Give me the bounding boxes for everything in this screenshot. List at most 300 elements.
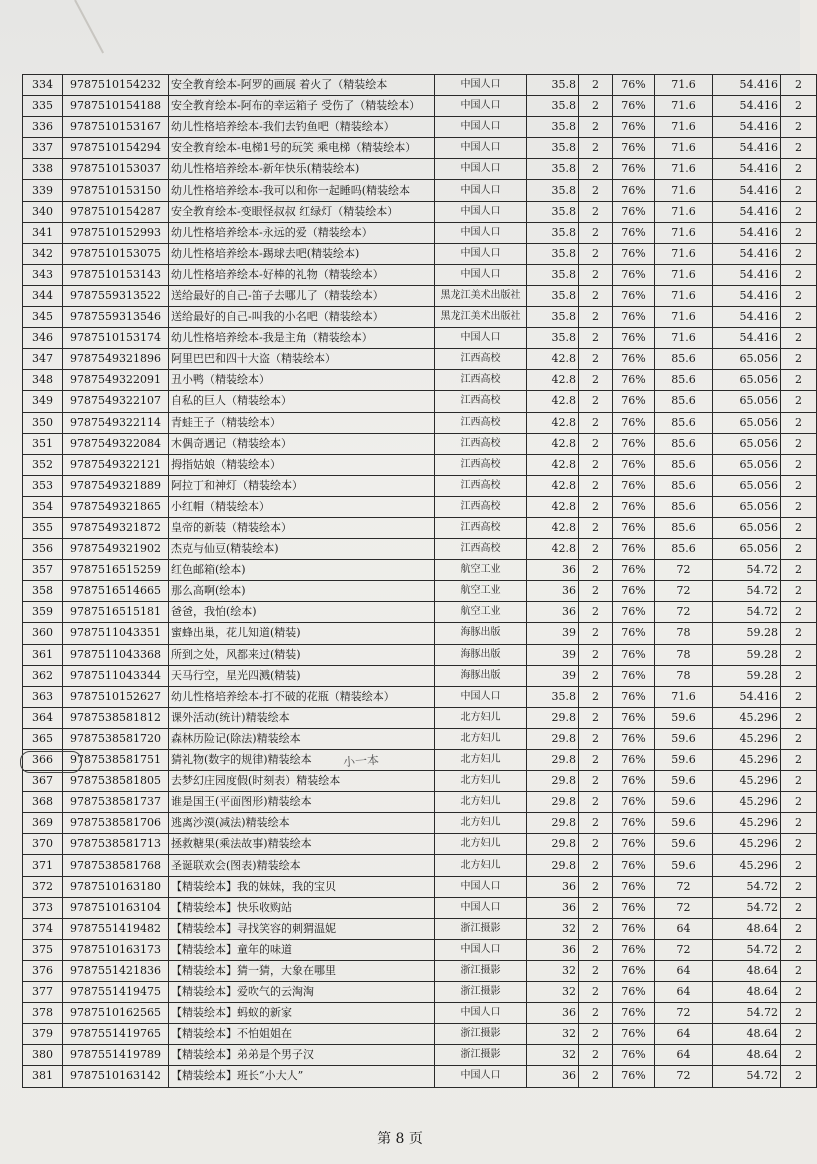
quantity-cell: 2 xyxy=(579,602,613,623)
quantity-cell: 2 xyxy=(579,349,613,370)
quantity-cell: 2 xyxy=(579,496,613,517)
isbn-cell: 9787538581751 xyxy=(63,750,169,771)
publisher-cell: 中国人口 xyxy=(435,876,527,897)
title-cell: 【精装绘本】快乐收购站 xyxy=(169,897,435,918)
publisher-cell: 中国人口 xyxy=(435,96,527,117)
discount-cell: 76% xyxy=(613,876,655,897)
discount-cell: 76% xyxy=(613,307,655,328)
count-cell: 2 xyxy=(781,855,817,876)
publisher-cell: 江西高校 xyxy=(435,517,527,538)
price-cell: 36 xyxy=(527,939,579,960)
net-amount-cell: 65.056 xyxy=(713,454,781,475)
row-number: 347 xyxy=(23,349,63,370)
isbn-cell: 9787549321902 xyxy=(63,539,169,560)
quantity-cell: 2 xyxy=(579,581,613,602)
table-row xyxy=(23,539,817,560)
page-number: 第 8 页 xyxy=(377,1131,423,1147)
table-row xyxy=(23,602,817,623)
price-cell: 35.8 xyxy=(527,307,579,328)
isbn-cell: 9787510152627 xyxy=(63,686,169,707)
quantity-cell: 2 xyxy=(579,686,613,707)
quantity-cell: 2 xyxy=(579,96,613,117)
row-number: 362 xyxy=(23,665,63,686)
net-amount-cell: 45.296 xyxy=(713,855,781,876)
isbn-cell: 9787549322114 xyxy=(63,412,169,433)
quantity-cell: 2 xyxy=(579,771,613,792)
price-cell: 39 xyxy=(527,644,579,665)
row-number: 373 xyxy=(23,897,63,918)
quantity-cell: 2 xyxy=(579,180,613,201)
count-cell: 2 xyxy=(781,897,817,918)
amount-cell: 72 xyxy=(655,1003,713,1024)
publisher-cell: 北方妇儿 xyxy=(435,813,527,834)
title-cell: 课外活动(统计)精装绘本 xyxy=(169,707,435,728)
row-number: 360 xyxy=(23,623,63,644)
amount-cell: 59.6 xyxy=(655,855,713,876)
net-amount-cell: 65.056 xyxy=(713,349,781,370)
amount-cell: 85.6 xyxy=(655,496,713,517)
row-number: 367 xyxy=(23,771,63,792)
net-amount-cell: 45.296 xyxy=(713,707,781,728)
isbn-cell: 9787516514665 xyxy=(63,581,169,602)
title-cell: 圣诞联欢会(图表)精装绘本 xyxy=(169,855,435,876)
price-cell: 29.8 xyxy=(527,750,579,771)
row-number: 369 xyxy=(23,813,63,834)
amount-cell: 71.6 xyxy=(655,264,713,285)
row-number: 374 xyxy=(23,918,63,939)
table-row xyxy=(23,391,817,412)
net-amount-cell: 54.72 xyxy=(713,939,781,960)
count-cell: 2 xyxy=(781,75,817,96)
net-amount-cell: 65.056 xyxy=(713,433,781,454)
quantity-cell: 2 xyxy=(579,750,613,771)
net-amount-cell: 65.056 xyxy=(713,496,781,517)
quantity-cell: 2 xyxy=(579,539,613,560)
table-row xyxy=(23,370,817,391)
price-cell: 35.8 xyxy=(527,75,579,96)
table-body xyxy=(23,75,817,1088)
title-cell: 安全教育绘本-阿布的幸运箱子 受伤了（精装绘本） xyxy=(169,96,435,117)
row-number: 343 xyxy=(23,264,63,285)
count-cell: 2 xyxy=(781,433,817,454)
amount-cell: 59.6 xyxy=(655,771,713,792)
amount-cell: 78 xyxy=(655,665,713,686)
title-cell: 【精装绘本】爱吹气的云淘淘 xyxy=(169,982,435,1003)
net-amount-cell: 65.056 xyxy=(713,475,781,496)
amount-cell: 71.6 xyxy=(655,75,713,96)
discount-cell: 76% xyxy=(613,517,655,538)
price-cell: 42.8 xyxy=(527,539,579,560)
table-row xyxy=(23,117,817,138)
discount-cell: 76% xyxy=(613,813,655,834)
publisher-cell: 中国人口 xyxy=(435,180,527,201)
isbn-cell: 9787538581737 xyxy=(63,792,169,813)
price-cell: 42.8 xyxy=(527,349,579,370)
quantity-cell: 2 xyxy=(579,243,613,264)
table-row xyxy=(23,792,817,813)
publisher-cell: 北方妇儿 xyxy=(435,855,527,876)
discount-cell: 76% xyxy=(613,454,655,475)
amount-cell: 72 xyxy=(655,560,713,581)
title-cell: 安全教育绘本-电梯1号的玩笑 乘电梯（精装绘本） xyxy=(169,138,435,159)
publisher-cell: 黑龙江美术出版社 xyxy=(435,285,527,306)
amount-cell: 71.6 xyxy=(655,686,713,707)
amount-cell: 64 xyxy=(655,1024,713,1045)
count-cell: 2 xyxy=(781,581,817,602)
price-cell: 36 xyxy=(527,1066,579,1087)
net-amount-cell: 48.64 xyxy=(713,1024,781,1045)
row-number: 371 xyxy=(23,855,63,876)
table-row xyxy=(23,159,817,180)
title-cell: 【精装绘本】不怕姐姐在 xyxy=(169,1024,435,1045)
discount-cell: 76% xyxy=(613,581,655,602)
amount-cell: 71.6 xyxy=(655,243,713,264)
publisher-cell: 浙江摄影 xyxy=(435,982,527,1003)
title-cell: 送给最好的自己-笛子去哪儿了（精装绘本） xyxy=(169,285,435,306)
quantity-cell: 2 xyxy=(579,412,613,433)
quantity-cell: 2 xyxy=(579,159,613,180)
isbn-cell: 9787551421836 xyxy=(63,960,169,981)
table-row xyxy=(23,707,817,728)
amount-cell: 85.6 xyxy=(655,370,713,391)
count-cell: 2 xyxy=(781,602,817,623)
quantity-cell: 2 xyxy=(579,560,613,581)
quantity-cell: 2 xyxy=(579,813,613,834)
quantity-cell: 2 xyxy=(579,792,613,813)
net-amount-cell: 54.416 xyxy=(713,138,781,159)
count-cell: 2 xyxy=(781,243,817,264)
count-cell: 2 xyxy=(781,412,817,433)
net-amount-cell: 54.416 xyxy=(713,75,781,96)
isbn-cell: 9787510162565 xyxy=(63,1003,169,1024)
table-row xyxy=(23,243,817,264)
net-amount-cell: 48.64 xyxy=(713,918,781,939)
isbn-cell: 9787510153167 xyxy=(63,117,169,138)
count-cell: 2 xyxy=(781,496,817,517)
isbn-cell: 9787551419789 xyxy=(63,1045,169,1066)
row-number: 348 xyxy=(23,370,63,391)
table-row xyxy=(23,96,817,117)
table-row xyxy=(23,496,817,517)
discount-cell: 76% xyxy=(613,918,655,939)
count-cell: 2 xyxy=(781,201,817,222)
price-cell: 29.8 xyxy=(527,728,579,749)
table-row xyxy=(23,75,817,96)
amount-cell: 71.6 xyxy=(655,328,713,349)
count-cell: 2 xyxy=(781,982,817,1003)
isbn-cell: 9787516515181 xyxy=(63,602,169,623)
amount-cell: 59.6 xyxy=(655,750,713,771)
price-cell: 35.8 xyxy=(527,686,579,707)
row-number: 375 xyxy=(23,939,63,960)
isbn-cell: 9787551419475 xyxy=(63,982,169,1003)
table-row xyxy=(23,264,817,285)
count-cell: 2 xyxy=(781,349,817,370)
discount-cell: 76% xyxy=(613,771,655,792)
title-cell: 丑小鸭（精装绘本） xyxy=(169,370,435,391)
publisher-cell: 江西高校 xyxy=(435,412,527,433)
discount-cell: 76% xyxy=(613,539,655,560)
net-amount-cell: 65.056 xyxy=(713,539,781,560)
discount-cell: 76% xyxy=(613,370,655,391)
quantity-cell: 2 xyxy=(579,370,613,391)
isbn-cell: 9787549321872 xyxy=(63,517,169,538)
table-row xyxy=(23,1024,817,1045)
table-row xyxy=(23,475,817,496)
table-row xyxy=(23,454,817,475)
quantity-cell: 2 xyxy=(579,644,613,665)
publisher-cell: 北方妇儿 xyxy=(435,728,527,749)
price-cell: 35.8 xyxy=(527,328,579,349)
title-cell: 天马行空，星光四溅(精装) xyxy=(169,665,435,686)
table-row xyxy=(23,939,817,960)
quantity-cell: 2 xyxy=(579,1003,613,1024)
net-amount-cell: 54.72 xyxy=(713,560,781,581)
isbn-cell: 9787510153143 xyxy=(63,264,169,285)
isbn-cell: 9787549321896 xyxy=(63,349,169,370)
discount-cell: 76% xyxy=(613,960,655,981)
title-cell: 【精装绘本】童年的味道 xyxy=(169,939,435,960)
title-cell: 安全教育绘本-阿罗的画展 着火了（精装绘本 xyxy=(169,75,435,96)
table-row xyxy=(23,1003,817,1024)
price-cell: 32 xyxy=(527,960,579,981)
discount-cell: 76% xyxy=(613,1066,655,1087)
discount-cell: 76% xyxy=(613,1024,655,1045)
discount-cell: 76% xyxy=(613,412,655,433)
price-cell: 29.8 xyxy=(527,813,579,834)
row-number: 364 xyxy=(23,707,63,728)
quantity-cell: 2 xyxy=(579,307,613,328)
row-number: 353 xyxy=(23,475,63,496)
title-cell: 森林历险记(除法)精装绘本 xyxy=(169,728,435,749)
amount-cell: 85.6 xyxy=(655,433,713,454)
table-row xyxy=(23,412,817,433)
isbn-cell: 9787538581720 xyxy=(63,728,169,749)
price-cell: 36 xyxy=(527,876,579,897)
price-cell: 35.8 xyxy=(527,264,579,285)
publisher-cell: 中国人口 xyxy=(435,1003,527,1024)
table-row xyxy=(23,982,817,1003)
publisher-cell: 中国人口 xyxy=(435,159,527,180)
publisher-cell: 江西高校 xyxy=(435,539,527,560)
row-number: 366 xyxy=(23,750,63,771)
isbn-cell: 9787511043351 xyxy=(63,623,169,644)
quantity-cell: 2 xyxy=(579,728,613,749)
count-cell: 2 xyxy=(781,391,817,412)
quantity-cell: 2 xyxy=(579,117,613,138)
table-row xyxy=(23,813,817,834)
discount-cell: 76% xyxy=(613,96,655,117)
quantity-cell: 2 xyxy=(579,918,613,939)
discount-cell: 76% xyxy=(613,792,655,813)
price-cell: 32 xyxy=(527,918,579,939)
price-cell: 35.8 xyxy=(527,180,579,201)
price-cell: 32 xyxy=(527,1024,579,1045)
price-cell: 42.8 xyxy=(527,475,579,496)
title-cell: 逃离沙漠(减法)精装绘本 xyxy=(169,813,435,834)
price-cell: 29.8 xyxy=(527,855,579,876)
count-cell: 2 xyxy=(781,454,817,475)
title-cell: 幼儿性格培养绘本-我是主角（精装绘本） xyxy=(169,328,435,349)
quantity-cell: 2 xyxy=(579,897,613,918)
title-cell: 阿里巴巴和四十大盗（精装绘本） xyxy=(169,349,435,370)
title-cell: 幼儿性格培养绘本-踢球去吧(精装绘本) xyxy=(169,243,435,264)
amount-cell: 59.6 xyxy=(655,813,713,834)
amount-cell: 78 xyxy=(655,644,713,665)
table-row xyxy=(23,897,817,918)
amount-cell: 59.6 xyxy=(655,728,713,749)
count-cell: 2 xyxy=(781,1066,817,1087)
isbn-cell: 9787510152993 xyxy=(63,222,169,243)
amount-cell: 85.6 xyxy=(655,349,713,370)
discount-cell: 76% xyxy=(613,602,655,623)
quantity-cell: 2 xyxy=(579,264,613,285)
handwritten-circle xyxy=(20,751,82,773)
row-number: 354 xyxy=(23,496,63,517)
discount-cell: 76% xyxy=(613,264,655,285)
discount-cell: 76% xyxy=(613,159,655,180)
net-amount-cell: 54.416 xyxy=(713,264,781,285)
title-cell: 送给最好的自己-叫我的小名吧（精装绘本） xyxy=(169,307,435,328)
price-cell: 35.8 xyxy=(527,138,579,159)
table-row xyxy=(23,918,817,939)
price-cell: 29.8 xyxy=(527,792,579,813)
table-row xyxy=(23,750,817,771)
amount-cell: 59.6 xyxy=(655,834,713,855)
row-number: 346 xyxy=(23,328,63,349)
row-number: 365 xyxy=(23,728,63,749)
net-amount-cell: 54.416 xyxy=(713,328,781,349)
isbn-cell: 9787538581706 xyxy=(63,813,169,834)
count-cell: 2 xyxy=(781,792,817,813)
discount-cell: 76% xyxy=(613,982,655,1003)
price-cell: 42.8 xyxy=(527,496,579,517)
quantity-cell: 2 xyxy=(579,1066,613,1087)
net-amount-cell: 59.28 xyxy=(713,644,781,665)
row-number: 361 xyxy=(23,644,63,665)
net-amount-cell: 48.64 xyxy=(713,1045,781,1066)
discount-cell: 76% xyxy=(613,623,655,644)
title-cell: 蜜蜂出巢，花儿知道(精装) xyxy=(169,623,435,644)
count-cell: 2 xyxy=(781,665,817,686)
discount-cell: 76% xyxy=(613,180,655,201)
discount-cell: 76% xyxy=(613,75,655,96)
count-cell: 2 xyxy=(781,539,817,560)
table-row xyxy=(23,307,817,328)
discount-cell: 76% xyxy=(613,665,655,686)
count-cell: 2 xyxy=(781,560,817,581)
publisher-cell: 海豚出版 xyxy=(435,665,527,686)
table-row xyxy=(23,285,817,306)
count-cell: 2 xyxy=(781,222,817,243)
net-amount-cell: 59.28 xyxy=(713,623,781,644)
row-number: 339 xyxy=(23,180,63,201)
publisher-cell: 浙江摄影 xyxy=(435,1045,527,1066)
count-cell: 2 xyxy=(781,960,817,981)
isbn-cell: 9787538581713 xyxy=(63,834,169,855)
amount-cell: 71.6 xyxy=(655,307,713,328)
amount-cell: 64 xyxy=(655,1045,713,1066)
net-amount-cell: 54.72 xyxy=(713,581,781,602)
count-cell: 2 xyxy=(781,370,817,391)
count-cell: 2 xyxy=(781,750,817,771)
isbn-cell: 9787510163173 xyxy=(63,939,169,960)
table-row xyxy=(23,665,817,686)
row-number: 340 xyxy=(23,201,63,222)
discount-cell: 76% xyxy=(613,433,655,454)
discount-cell: 76% xyxy=(613,138,655,159)
net-amount-cell: 48.64 xyxy=(713,982,781,1003)
amount-cell: 78 xyxy=(655,623,713,644)
publisher-cell: 北方妇儿 xyxy=(435,834,527,855)
count-cell: 2 xyxy=(781,834,817,855)
isbn-cell: 9787510153150 xyxy=(63,180,169,201)
isbn-cell: 9787511043344 xyxy=(63,665,169,686)
publisher-cell: 浙江摄影 xyxy=(435,918,527,939)
publisher-cell: 中国人口 xyxy=(435,939,527,960)
isbn-cell: 9787510163180 xyxy=(63,876,169,897)
title-cell: 幼儿性格培养绘本-永远的爱（精装绘本） xyxy=(169,222,435,243)
amount-cell: 71.6 xyxy=(655,201,713,222)
quantity-cell: 2 xyxy=(579,285,613,306)
row-number: 350 xyxy=(23,412,63,433)
net-amount-cell: 54.72 xyxy=(713,897,781,918)
row-number: 363 xyxy=(23,686,63,707)
amount-cell: 71.6 xyxy=(655,180,713,201)
publisher-cell: 中国人口 xyxy=(435,264,527,285)
isbn-cell: 9787549322084 xyxy=(63,433,169,454)
title-cell: 自私的巨人（精装绘本） xyxy=(169,391,435,412)
net-amount-cell: 54.416 xyxy=(713,117,781,138)
quantity-cell: 2 xyxy=(579,834,613,855)
paper-fold xyxy=(74,0,104,53)
amount-cell: 71.6 xyxy=(655,117,713,138)
discount-cell: 76% xyxy=(613,243,655,264)
count-cell: 2 xyxy=(781,96,817,117)
discount-cell: 76% xyxy=(613,855,655,876)
discount-cell: 76% xyxy=(613,285,655,306)
price-cell: 36 xyxy=(527,560,579,581)
count-cell: 2 xyxy=(781,328,817,349)
count-cell: 2 xyxy=(781,307,817,328)
publisher-cell: 中国人口 xyxy=(435,201,527,222)
amount-cell: 64 xyxy=(655,918,713,939)
net-amount-cell: 54.416 xyxy=(713,285,781,306)
discount-cell: 76% xyxy=(613,644,655,665)
publisher-cell: 中国人口 xyxy=(435,75,527,96)
title-cell: 【精装绘本】蚂蚁的新家 xyxy=(169,1003,435,1024)
title-cell: 红色邮箱(绘本) xyxy=(169,560,435,581)
price-cell: 35.8 xyxy=(527,243,579,264)
amount-cell: 59.6 xyxy=(655,707,713,728)
amount-cell: 72 xyxy=(655,876,713,897)
title-cell: 小红帽（精装绘本） xyxy=(169,496,435,517)
isbn-cell: 9787551419482 xyxy=(63,918,169,939)
table-row xyxy=(23,834,817,855)
count-cell: 2 xyxy=(781,475,817,496)
price-cell: 35.8 xyxy=(527,222,579,243)
table-row xyxy=(23,201,817,222)
publisher-cell: 海豚出版 xyxy=(435,623,527,644)
count-cell: 2 xyxy=(781,264,817,285)
amount-cell: 72 xyxy=(655,897,713,918)
publisher-cell: 中国人口 xyxy=(435,138,527,159)
net-amount-cell: 54.72 xyxy=(713,602,781,623)
discount-cell: 76% xyxy=(613,222,655,243)
amount-cell: 85.6 xyxy=(655,517,713,538)
discount-cell: 76% xyxy=(613,560,655,581)
count-cell: 2 xyxy=(781,918,817,939)
